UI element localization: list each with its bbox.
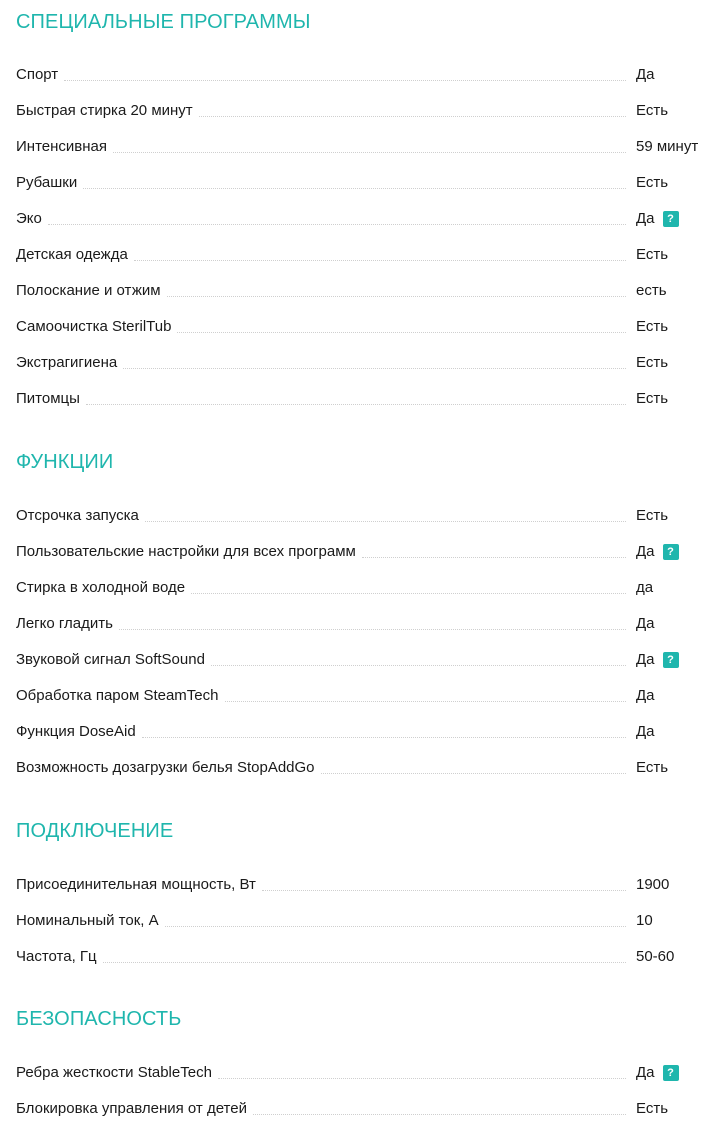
spec-value-text: Есть xyxy=(636,1100,669,1117)
spec-label: Легко гладить xyxy=(16,615,113,632)
help-icon[interactable]: ? xyxy=(663,211,679,227)
spec-value-text: Есть xyxy=(636,507,669,524)
spec-value xyxy=(636,1100,706,1121)
spec-label: Питомцы xyxy=(16,390,80,407)
spec-row xyxy=(16,159,706,195)
spec-row xyxy=(16,492,706,528)
dotted-leader xyxy=(253,1114,626,1115)
spec-label: Присоединительная мощность, Вт xyxy=(16,876,256,893)
spec-label: Интенсивная xyxy=(16,138,107,155)
spec-label: Возможность дозагрузки белья StopAddGo xyxy=(16,759,315,776)
spec-label: Отсрочка запуска xyxy=(16,507,139,524)
spec-label: Ребра жесткости StableTech xyxy=(16,1064,212,1081)
help-icon[interactable]: ? xyxy=(663,544,679,560)
spec-label: Быстрая стирка 20 минут xyxy=(16,102,193,119)
spec-value-text: Да xyxy=(636,210,655,227)
dotted-leader xyxy=(177,332,626,333)
spec-rows xyxy=(16,51,706,411)
dotted-leader xyxy=(145,521,626,522)
spec-value-text: Да xyxy=(636,651,655,668)
spec-label: Обработка паром SteamTech xyxy=(16,687,219,704)
spec-value xyxy=(636,687,706,708)
spec-value xyxy=(636,102,706,123)
spec-value xyxy=(636,876,706,897)
dotted-leader xyxy=(167,296,626,297)
spec-value-text: Да xyxy=(636,615,655,632)
spec-value-text: Да xyxy=(636,687,655,704)
spec-row xyxy=(16,123,706,159)
dotted-leader xyxy=(134,260,626,261)
section-connection xyxy=(16,819,706,969)
dotted-leader xyxy=(113,152,626,153)
section-special-programs xyxy=(16,10,706,411)
spec-value-text: 59 минут xyxy=(636,138,699,155)
spec-row xyxy=(16,87,706,123)
spec-value xyxy=(636,651,706,672)
spec-label: Функция DoseAid xyxy=(16,723,136,740)
dotted-leader xyxy=(123,368,626,369)
section-title: ФУНКЦИИ xyxy=(16,451,114,473)
spec-row xyxy=(16,231,706,267)
spec-value-text: 50-60 xyxy=(636,948,675,965)
dotted-leader xyxy=(83,188,626,189)
spec-value xyxy=(636,318,706,339)
spec-row xyxy=(16,51,706,87)
spec-value-text: 1900 xyxy=(636,876,670,893)
spec-row xyxy=(16,933,706,969)
spec-label: Стирка в холодной воде xyxy=(16,579,186,596)
help-icon[interactable]: ? xyxy=(663,652,679,668)
spec-value xyxy=(636,282,706,303)
spec-value-text: Есть xyxy=(636,354,669,371)
dotted-leader xyxy=(211,665,626,666)
spec-value-text: да xyxy=(636,579,654,596)
spec-value-text: Есть xyxy=(636,174,669,191)
spec-label: Полоскание и отжим xyxy=(16,282,161,299)
spec-row xyxy=(16,267,706,303)
spec-value xyxy=(636,1064,706,1085)
spec-row xyxy=(16,195,706,231)
spec-value-text: есть xyxy=(636,282,667,299)
dotted-leader xyxy=(64,80,626,81)
spec-label: Блокировка управления от детей xyxy=(16,1100,247,1117)
spec-label: Рубашки xyxy=(16,174,78,191)
spec-row xyxy=(16,861,706,897)
spec-row xyxy=(16,636,706,672)
spec-label: Спорт xyxy=(16,66,59,83)
dotted-leader xyxy=(262,890,626,891)
spec-row xyxy=(16,375,706,411)
spec-value xyxy=(636,948,706,969)
spec-row xyxy=(16,339,706,375)
dotted-leader xyxy=(191,593,626,594)
spec-value xyxy=(636,912,706,933)
spec-value xyxy=(636,66,706,87)
spec-value xyxy=(636,246,706,267)
section-safety xyxy=(16,1007,706,1121)
spec-value-text: Есть xyxy=(636,390,669,407)
spec-value-text: Есть xyxy=(636,759,669,776)
dotted-leader xyxy=(86,404,626,405)
spec-row xyxy=(16,897,706,933)
spec-label: Номинальный ток, А xyxy=(16,912,159,929)
spec-value-text: Да xyxy=(636,66,655,83)
spec-row xyxy=(16,672,706,708)
spec-list xyxy=(16,0,706,1121)
spec-value-text: Да xyxy=(636,543,655,560)
spec-value xyxy=(636,507,706,528)
spec-value xyxy=(636,138,706,159)
spec-value xyxy=(636,579,706,600)
spec-row xyxy=(16,303,706,339)
spec-value xyxy=(636,354,706,375)
dotted-leader xyxy=(199,116,626,117)
spec-row xyxy=(16,564,706,600)
help-icon[interactable]: ? xyxy=(663,1065,679,1081)
spec-rows xyxy=(16,861,706,969)
section-title: БЕЗОПАСНОСТЬ xyxy=(16,1008,182,1030)
spec-row xyxy=(16,528,706,564)
spec-label: Звуковой сигнал SoftSound xyxy=(16,651,205,668)
dotted-leader xyxy=(165,926,626,927)
spec-value xyxy=(636,543,706,564)
spec-value xyxy=(636,390,706,411)
dotted-leader xyxy=(362,557,626,558)
spec-label: Детская одежда xyxy=(16,246,128,263)
spec-value-text: Есть xyxy=(636,318,669,335)
dotted-leader xyxy=(321,773,626,774)
spec-row xyxy=(16,708,706,744)
dotted-leader xyxy=(218,1078,626,1079)
spec-label: Пользовательские настройки для всех программ xyxy=(16,543,356,560)
spec-value xyxy=(636,174,706,195)
spec-label: Частота, Гц xyxy=(16,948,97,965)
dotted-leader xyxy=(225,701,627,702)
spec-value xyxy=(636,615,706,636)
spec-row xyxy=(16,600,706,636)
section-functions xyxy=(16,450,706,780)
spec-value-text: Есть xyxy=(636,102,669,119)
spec-label: Самоочистка SterilTub xyxy=(16,318,172,335)
spec-value xyxy=(636,723,706,744)
spec-label: Эко xyxy=(16,210,42,227)
section-title: СПЕЦИАЛЬНЫЕ ПРОГРАММЫ xyxy=(16,11,311,33)
spec-value xyxy=(636,759,706,780)
spec-value-text: Да xyxy=(636,1064,655,1081)
spec-value-text: Да xyxy=(636,723,655,740)
dotted-leader xyxy=(48,224,626,225)
spec-value xyxy=(636,210,706,231)
spec-row xyxy=(16,1085,706,1121)
spec-rows xyxy=(16,492,706,780)
spec-value-text: Есть xyxy=(636,246,669,263)
dotted-leader xyxy=(119,629,626,630)
spec-value-text: 10 xyxy=(636,912,653,929)
dotted-leader xyxy=(103,962,626,963)
spec-row xyxy=(16,1049,706,1085)
spec-label: Экстрагигиена xyxy=(16,354,118,371)
spec-rows xyxy=(16,1049,706,1121)
spec-row xyxy=(16,744,706,780)
section-title: ПОДКЛЮЧЕНИЕ xyxy=(16,820,174,842)
dotted-leader xyxy=(142,737,626,738)
